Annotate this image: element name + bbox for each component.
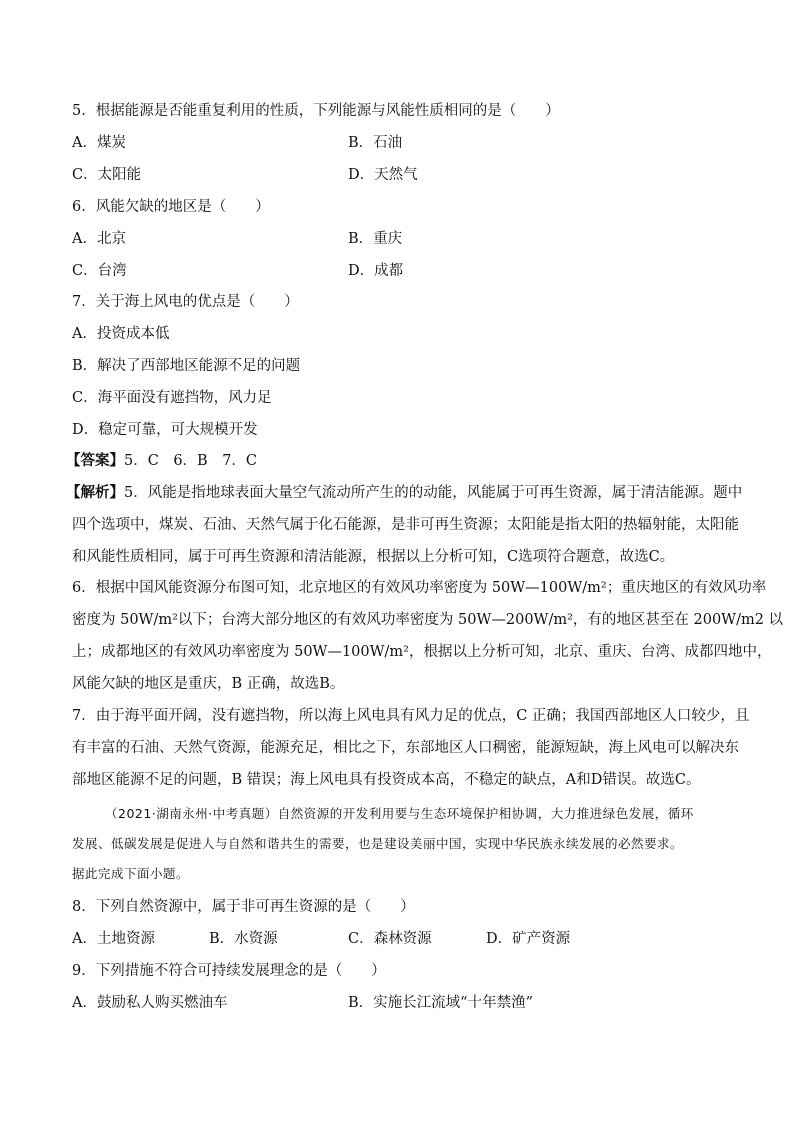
q8-options-row — [72, 929, 571, 949]
q6-stem: 6．风能欠缺的地区是（ ） — [72, 199, 270, 215]
analysis-line-9: 有丰富的石油、天然气资源，能源充足，相比之下，东部地区人口稠密，能源短缺，海上风电可以解决东 — [72, 740, 739, 756]
q9-option-b: B．实施长江流域“十年禁渔” — [348, 995, 533, 1011]
analysis-line-10: 部地区能源不足的问题，B 错误；海上风电具有投资成本高，不稳定的缺点，A和D错误。故选C。 — [72, 772, 701, 788]
analysis-line-5: 密度为 50W/m²以下；台湾大部分地区的有效风功率密度为 50W—200W/m²，有的地区甚至在 200W/m2 以 — [72, 612, 784, 628]
q8-option-b: B．水资源 — [209, 931, 278, 947]
q5-option-d: D．天然气 — [348, 167, 418, 183]
q6-option-d: D．成都 — [348, 263, 404, 279]
analysis-line-4: 6．根据中国风能资源分布图可知，北京地区的有效风功率密度为 50W—100W/m²；重庆地区的有效风功率 — [72, 580, 767, 596]
q7-stem: 7．关于海上风电的优点是（ ） — [72, 294, 299, 310]
q5-options-row1 — [72, 133, 403, 153]
q7-option-a: A．投资成本低 — [72, 326, 170, 342]
q6-options-row1 — [72, 229, 403, 249]
answer-tag: 【答案】 — [66, 452, 124, 469]
q6-options-row2 — [72, 261, 404, 281]
material-line-1: （2021·湖南永州·中考真题）自然资源的开发利用要与生态环境保护相协调，大力推进绿色发展，循环 — [105, 806, 694, 821]
q8-stem: 8．下列自然资源中，属于非可再生资源的是（ ） — [72, 899, 415, 915]
analysis-tag: 【解析】 — [66, 484, 124, 501]
answer-text: 5．C 6．B 7．C — [124, 453, 258, 469]
analysis-line-3: 和风能性质相同，属于可再生资源和清洁能源，根据以上分析可知，C选项符合题意，故选C。 — [72, 549, 675, 565]
answer-line — [66, 451, 257, 471]
q6-option-a: A．北京 — [72, 231, 126, 247]
q8-option-d: D．矿产资源 — [486, 931, 571, 947]
analysis-line-6: 上；成都地区的有效风功率密度为 50W—100W/m²，根据以上分析可知，北京、重庆、台湾、成都四地中， — [72, 644, 772, 660]
q5-option-a: A．煤炭 — [72, 135, 126, 151]
analysis-text-1: 5．风能是指地球表面大量空气流动所产生的的动能，风能属于可再生资源，属于清洁能源。题中 — [124, 485, 743, 501]
analysis-line-2: 四个选项中，煤炭、石油、天然气属于化石能源，是非可再生资源；太阳能是指太阳的热辐射能，太阳能 — [72, 517, 739, 533]
material-line-3: 据此完成下面小题。 — [72, 866, 190, 881]
analysis-line-7: 风能欠缺的地区是重庆，B 正确，故选B。 — [72, 676, 345, 692]
q6-option-c: C．台湾 — [72, 263, 127, 279]
analysis-line-1 — [66, 483, 742, 503]
q5-options-row2 — [72, 165, 418, 185]
q8-option-a: A．土地资源 — [72, 931, 155, 947]
q6-option-b: B．重庆 — [348, 231, 403, 247]
material-line-2: 发展、低碳发展是促进人与自然和谐共生的需要，也是建设美丽中国，实现中华民族永续发展的必然要求。 — [72, 836, 684, 851]
q7-option-c: C．海平面没有遮挡物，风力足 — [72, 390, 272, 406]
q7-option-b: B．解决了西部地区能源不足的问题 — [72, 358, 301, 374]
q5-option-b: B．石油 — [348, 135, 403, 151]
q5-option-c: C．太阳能 — [72, 167, 142, 183]
q5-stem: 5．根据能源是否能重复利用的性质，下列能源与风能性质相同的是（ ） — [72, 103, 560, 119]
q7-option-d: D．稳定可靠，可大规模开发 — [72, 422, 258, 438]
q8-option-c: C．森林资源 — [348, 931, 432, 947]
q9-options-row — [72, 993, 533, 1013]
analysis-line-8: 7．由于海平面开阔，没有遮挡物，所以海上风电具有风力足的优点，C 正确；我国西部地区人口较少，且 — [72, 708, 750, 724]
q9-stem: 9．下列措施不符合可持续发展理念的是（ ） — [72, 963, 386, 979]
q9-option-a: A．鼓励私人购买燃油车 — [72, 995, 228, 1011]
